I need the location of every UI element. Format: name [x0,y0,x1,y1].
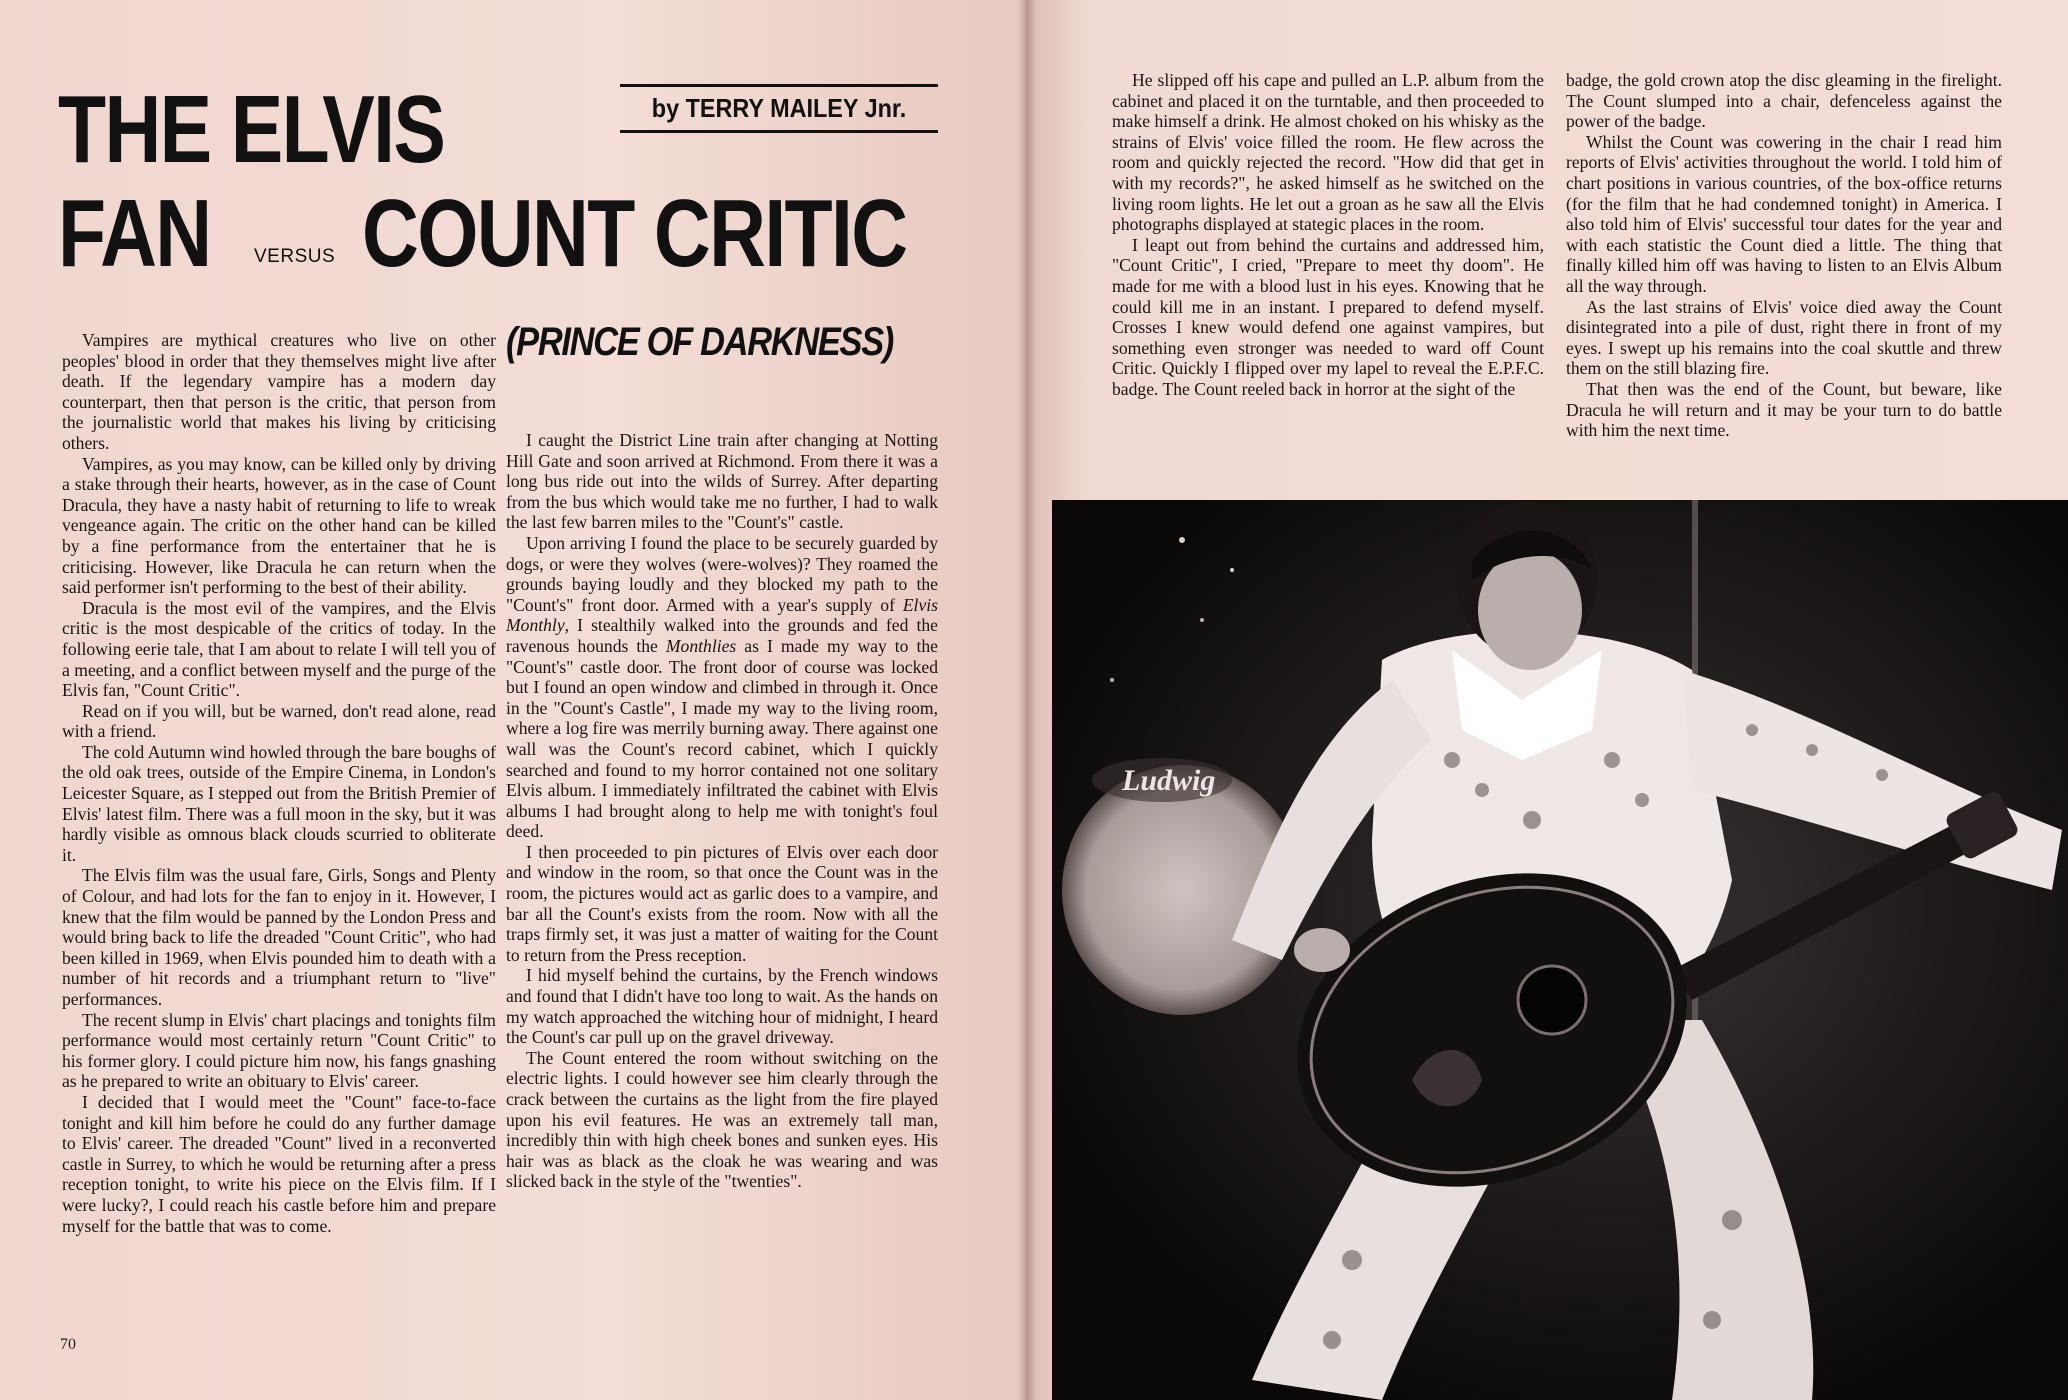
paragraph [506,533,938,842]
headline-line-1: THE ELVIS [58,76,445,183]
paragraph: badge, the gold crown atop the disc gleaming in the firelight. The Count slumped into a chair, defenceless against the power of the badge. [1566,70,2002,132]
stage-light [1200,618,1204,622]
text-run: as I made my way to the "Count's" castle door. The front door of course was locked but I found an open window and climbed in through it. Once in the "Count's Castle", I made my way to the living room, where a log fire was merrily burning away. There against one wall was the Count's record cabinet, which I quickly searched and found to my horror contained not one solitary Elvis album. I immediately infiltrated the cabinet with Elvis albums I had brought along to help me with tonight's foul deed. [506,635,938,842]
text-run: , I stealthily walked into the grounds and fed the ravenous hounds the [506,615,938,656]
byline-box [620,84,938,133]
performer-illustration [1052,500,2068,1400]
left-page [0,0,1026,1400]
subheading: (PRINCE OF DARKNESS) [506,320,894,364]
headline-versus: VERSUS [254,246,336,267]
article-column-4 [1566,70,2002,441]
magazine-title-italic: Elvis Monthly [506,594,938,636]
article-column-2 [506,430,938,1192]
paragraph: Vampires are mythical creatures who live on other peoples' blood in order that they themselves might live after death. If the legendary vampire has a modern day counterpart, then that person is the critic, that person from the journalistic world that makes his living by criticising others. [62,330,496,453]
paragraph: I caught the District Line train after changing at Notting Hill Gate and soon arrived at Richmond. From there it was a long bus ride out into the wilds of Surrey. After departing from the bus which would take me no further, I had to walk the last few barren miles to the "Count's" castle. [506,430,938,533]
article-column-3 [1112,70,1544,400]
paragraph: Whilst the Count was cowering in the chair I read him reports of Elvis' activities throughout the world. I told him of chart positions in various countries, of the box-office returns (for the film that he had condemned tonight) in America. I also told him of Elvis' successful tour dates for the year and with each statistic the Count died a little. The thing that finally killed him off was having to listen to an Elvis Album all the way through. [1566,131,2002,296]
paragraph: Dracula is the most evil of the vampires, and the Elvis critic is the most despicable of the critics of today. In the following eerie tale, that I am about to relate I will tell you of a meeting, and a conflict between myself and the purge of the Elvis fan, "Count Critic". [62,597,496,701]
text-run: Upon arriving I found the place to be securely guarded by dogs, or were they wolves (were-wolves)? They roamed the grounds baying loudly and they blocked my path to the "Count's" front door. Armed with a year's supply of [506,532,938,615]
paragraph: Read on if you will, but be warned, don't read alone, read with a friend. [62,700,496,742]
stage-light [1179,537,1185,543]
guitar-soundhole [1518,966,1586,1034]
concert-photo [1052,500,2068,1400]
article-column-1 [62,330,496,1236]
paragraph: The recent slump in Elvis' chart placings and tonights film performance would most certainly return "Count Critic" to his former glory. I could picture him now, his fangs gnashing as he prepared to write an obituary to Elvis' career. [62,1009,496,1092]
headline-fan: FAN [58,180,211,287]
paragraph: I decided that I would meet the "Count" face-to-face tonight and kill him before he could do any further damage to Elvis' career. The dreaded "Count" lived in a reconverted castle in Surrey, to which he would be returning after a press reception tonight, to write his piece on the Elvis film. If I were lucky?, I could reach his castle before him and prepare myself for the battle that was to come. [62,1091,496,1236]
magazine-title-italic: Monthlies [665,635,737,656]
stage-light [1230,568,1234,572]
byline: by TERRY MAILEY Jnr. [651,93,907,123]
page-number: 70 [60,1336,76,1353]
paragraph: Vampires, as you may know, can be killed only by driving a stake through their hearts, however, as in the case of Count Dracula, they have a nasty habit of returning to life to wreak vengeance again. The critic on the other hand can be killed by a fine performance from the entertainer that he is criticising. However, like Dracula he can return when the said performer isn't performing to the best of their ability. [62,453,496,598]
byline-rule-bottom [620,130,938,133]
paragraph: The Count entered the room without switching on the electric lights. I could however see him clearly through the crack between the curtains as the light from the fire played upon his evil features. He was an extremely tall man, incredibly thin with high cheek bones and sunken eyes. His hair was as black as the cloak he was wearing and was slicked back in the style of the "twenties". [506,1047,938,1192]
paragraph: That then was the end of the Count, but beware, like Dracula he will return and it may be your turn to do battle with him the next time. [1566,378,2002,441]
paragraph: I then proceeded to pin pictures of Elvis over each door and window in the room, so that once the Count was in the room, the pictures would act as garlic does to a vampire, and bar all the Count's exists from the room. Now with all the traps firmly set, it was just a matter of waiting for the Count to return from the Press reception. [506,841,938,965]
paragraph: The Elvis film was the usual fare, Girls, Songs and Plenty of Colour, and had lots for the fan to enjoy in it. However, I knew that the film would be panned by the London Press and would bring back to life the dreaded "Count Critic", who had been killed in 1969, when Elvis pounded him to death with a number of hit records and a triumphant return to "live" performances. [62,865,496,1009]
paragraph: As the last strains of Elvis' voice died away the Count disintegrated into a pile of dust, right there in front of my eyes. I swept up his remains into the coal skuttle and threw them on the still blazing fire. [1566,296,2002,379]
drum-logo: Ludwig [1122,764,1216,797]
right-page [1026,0,2068,1400]
page-gutter [1018,0,1036,1400]
performer-hand [1294,928,1350,972]
paragraph: I hid myself behind the curtains, by the French windows and found that I didn't have too long to wait. As the hands on my watch approached the witching hour of midnight, I heard the Count's car pull up on the gravel driveway. [506,965,938,1048]
stage-light [1110,678,1114,682]
paragraph: I leapt out from behind the curtains and addressed him, "Count Critic", I cried, "Prepare to meet thy doom". He made for me with a blood lust in his eyes. Knowing that he could kill me in an instant. I prepared to defend myself. Crosses I knew would defend one against vampires, but something even stronger was needed to ward off Count Critic. Quickly I flipped over my lapel to reveal the E.P.F.C. badge. The Count reeled back in horror at the sight of the [1112,234,1544,399]
performer-face [1478,550,1582,670]
paragraph: He slipped off his cape and pulled an L.P. album from the cabinet and placed it on the turntable, and then proceeded to make himself a drink. He almost choked on his whisky as the strains of Elvis' voice filled the room. He flew across the room and quickly rejected the record. "How did that get in with my records?", he asked himself as he switched on the living room lights. He let out a groan as he saw all the Elvis photographs displayed at stategic places in the room. [1112,70,1544,235]
headline-count-critic: COUNT CRITIC [362,180,907,287]
paragraph: The cold Autumn wind howled through the bare boughs of the old oak trees, outside of the Empire Cinema, in London's Leicester Square, as I stepped out from the British Premier of Elvis' latest film. There was a full moon in the sky, but it was hardly visible as omnous black clouds scurried to obliterate it. [62,741,496,865]
